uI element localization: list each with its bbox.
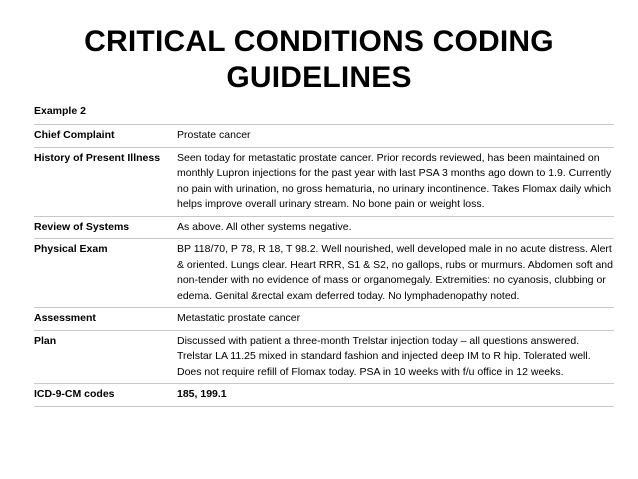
table-row-plan	[34, 330, 614, 384]
slide-title-line-2: GUIDELINES	[226, 61, 412, 94]
row-value: Metastatic prostate cancer	[177, 308, 614, 331]
table-row-icd-9-cm-codes	[34, 384, 614, 407]
row-label: History of Present Illness	[34, 147, 177, 216]
row-label: Review of Systems	[34, 216, 177, 239]
table-row-history-of-present-illness	[34, 147, 614, 216]
row-value: BP 118/70, P 78, R 18, T 98.2. Well nourished, well developed male in no acute distress. Alert & oriented. Lungs clear. Heart RRR, S1 & S2, no gallops, rubs or murmurs. Abdomen soft and non-tender with no evidence of mass or organomegaly. Extremities: no cyanosis, clubbing or edema. Genital &rectal exam deferred today. No lymphadenopathy noted.	[177, 239, 614, 308]
row-value: As above. All other systems negative.	[177, 216, 614, 239]
row-label: Chief Complaint	[34, 125, 177, 148]
table-row-assessment	[34, 308, 614, 331]
row-value: Seen today for metastatic prostate cancer. Prior records reviewed, has been maintained on monthly Lupron injections for the past year with last PSA 3 months ago down to 1.9. Currently no pain with urination, no gross hematuria, no urinary incontinence. Takes Flomax daily which helps improve overall urinary stream. No bone pain or weight loss.	[177, 147, 614, 216]
row-value: Prostate cancer	[177, 125, 614, 148]
row-label: ICD-9-CM codes	[34, 384, 177, 407]
row-label: Plan	[34, 330, 177, 384]
row-value: Discussed with patient a three-month Trelstar injection today – all questions answered. Trelstar LA 11.25 mixed in standard fashion and injected deep IM to R hip. Tolerated well. Does not require refill of Flomax today. PSA in 10 weeks with f/u office in 12 weeks.	[177, 330, 614, 384]
row-value: 185, 199.1	[177, 384, 614, 407]
table-row-physical-exam	[34, 239, 614, 308]
example-label: Example 2	[34, 105, 86, 117]
slide-title-line-1: CRITICAL CONDITIONS CODING	[84, 25, 554, 58]
clinical-notes-table	[34, 124, 614, 407]
table-row-review-of-systems	[34, 216, 614, 239]
table-row-chief-complaint	[34, 125, 614, 148]
row-label: Physical Exam	[34, 239, 177, 308]
slide-title	[0, 24, 638, 96]
row-label: Assessment	[34, 308, 177, 331]
